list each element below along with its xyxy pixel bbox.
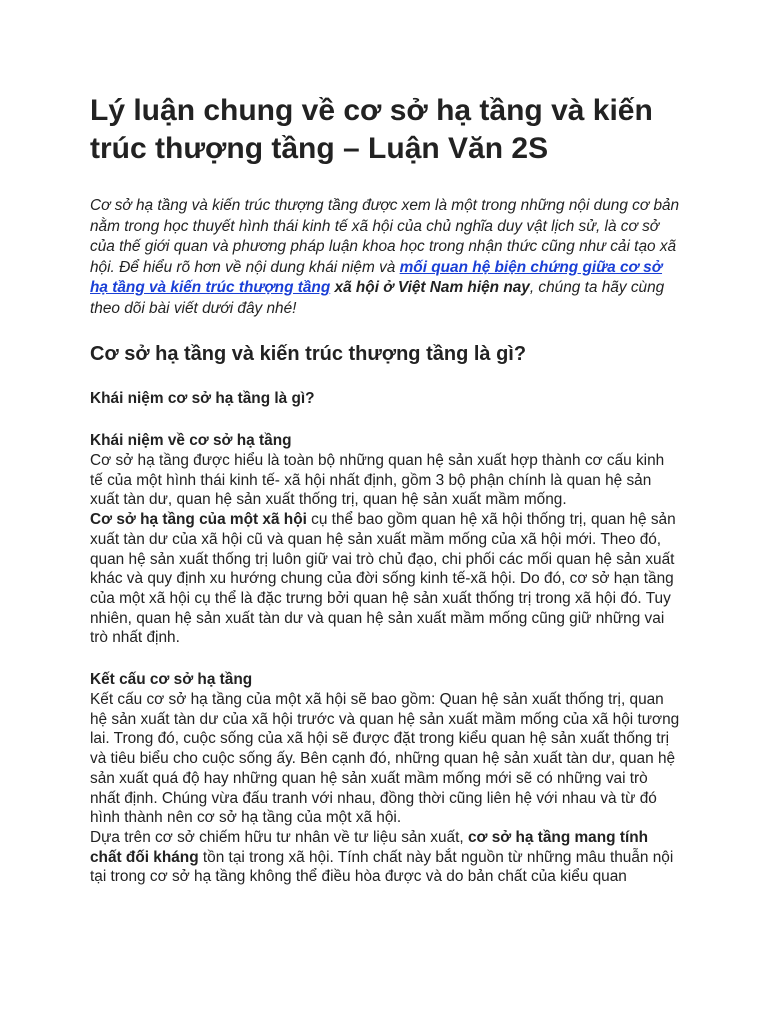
paragraph-antagonism-bold: cơ sở hạ tầng mang tính chất đối kháng xyxy=(90,828,649,866)
paragraph-antagonism-text: Dựa trên cơ sở chiếm hữu tư nhân về tư liệu sản xuất, xyxy=(90,828,468,846)
paragraph-components xyxy=(90,510,680,648)
intro-paragraph xyxy=(90,196,680,319)
sub-heading-definition: Khái niệm về cơ sở hạ tầng xyxy=(90,432,292,449)
section-heading: Cơ sở hạ tầng và kiến trúc thượng tầng là gì? xyxy=(90,343,527,365)
paragraph-definition: Cơ sở hạ tầng được hiểu là toàn bộ những quan hệ sản xuất hợp thành cơ cấu kinh tế của một hình thái kinh tế- xã hội nhất định, gồm 3 bộ phận chính là quan hệ sản xuất tàn dư, quan hệ sản xuất thống trị, quan hệ sản xuất mầm mống. xyxy=(90,452,665,509)
document-title: Lý luận chung về cơ sở hạ tầng và kiến trúc thượng tầng – Luận Văn 2S xyxy=(90,94,653,165)
paragraph-components-text: cụ thể bao gồm quan hệ xã hội thống trị, quan hệ sản xuất tàn dư của xã hội cũ và quan hệ sản xuất mầm mống của xã hội mới. Theo đó, quan hệ sản xuất thống trị luôn giữ vai trò chủ đạo, chi phối các mối quan hệ sản xuất khác và quy định xu hướng chung của đời sống kinh tế-xã hội. Do đó, cơ sở hạn tầng của một xã hội cụ thể là đặc trưng bởi quan hệ sản xuất thống trị trong xã hội đó. Tuy nhiên, quan hệ sản xuất tàn dư và quan hệ sản xuất mầm mống cũng giữ những vai trò nhất định. xyxy=(90,511,676,647)
intro-text: Cơ sở hạ tầng và kiến trúc thượng tầng được xem là một trong những nội dung cơ bản nằm trong học thuyết hình thái kinh tế xã hội của chủ nghĩa duy vật lịch sử, là cơ sở của thế giới quan và phương pháp luận khoa học trong nhận thức cũng như cải tạo xã hội. Để hiểu rõ hơn về nội dung khái niệm và xyxy=(90,197,680,276)
sub-heading-concept: Khái niệm cơ sở hạ tầng là gì? xyxy=(90,390,315,407)
intro-bold-text: xã hội ở Việt Nam hiện nay xyxy=(330,279,530,296)
paragraph-structure: Kết cấu cơ sở hạ tầng của một xã hội sẽ bao gồm: Quan hệ sản xuất thống trị, quan hệ sản xuất tàn dư của xã hội trước và quan hệ sản xuất mầm mống của xã hội tương lai. Trong đó, cuộc sống của xã hội sẽ được đặt trong kiểu quan hệ sản xuất thống trị và tiêu biểu cho cuộc sống ấy. Bên cạnh đó, những quan hệ sản xuất tàn dư, quan hệ sản xuất quá độ hay những quan hệ sản xuất mầm mống mới sẽ có những vai trò nhất định. Chúng vừa đấu tranh với nhau, đồng thời cũng liên hệ với nhau và từ đó hình thành nên cơ sở hạ tầng của một xã hội. xyxy=(90,691,680,827)
paragraph-antagonism xyxy=(90,828,680,887)
intro-text-end: , chúng ta hãy cùng theo dõi bài viết dưới đây nhé! xyxy=(90,279,665,317)
paragraph-components-bold: Cơ sở hạ tầng của một xã hội xyxy=(90,511,307,529)
sub-heading-structure: Kết cấu cơ sở hạ tầng xyxy=(90,671,253,689)
relationship-link[interactable]: mối quan hệ biện chứng giữa cơ sở hạ tầng và kiến trúc thượng tầng xyxy=(90,258,663,296)
paragraph-antagonism-text-end: tồn tại trong xã hội. Tính chất này bắt nguồn từ những mâu thuẫn nội tại trong cơ sở hạ tầng không thể điều hòa được và do bản chất của kiểu quan xyxy=(90,848,674,886)
